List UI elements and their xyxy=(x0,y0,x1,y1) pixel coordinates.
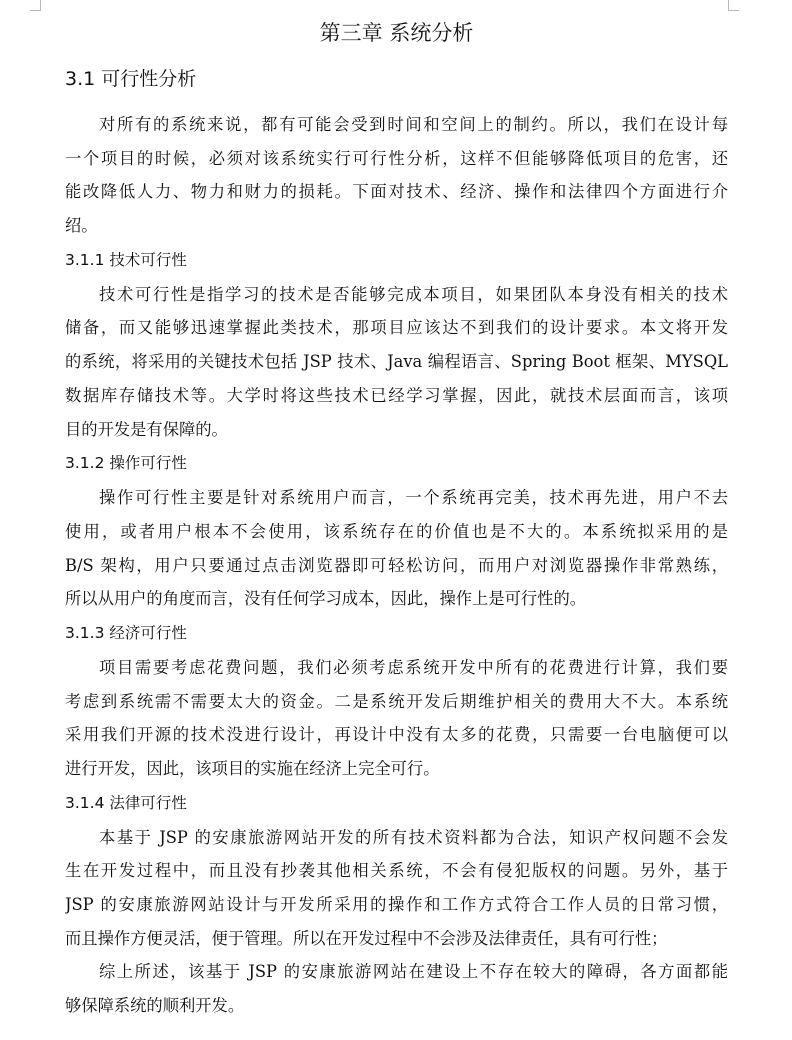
subsection xyxy=(65,616,728,786)
paragraph-line: 进行开发，因此，该项目的实施在经济上完全可行。 xyxy=(65,759,440,778)
subsection xyxy=(65,446,728,616)
paragraph-line: 储备，而又能够迅速掌握此类技术，那项目应该达不到我们的设计要求。本文将开发 xyxy=(65,318,728,338)
paragraph xyxy=(65,651,728,786)
subsection xyxy=(65,243,728,446)
paragraph-line: 能改降低人力、物力和财力的损耗。下面对技术、经济、操作和法律四个方面进行介 xyxy=(65,182,728,202)
subsection-heading: 3.1.2 操作可行性 xyxy=(65,454,187,473)
subsections xyxy=(65,243,728,1023)
paragraph-line: 生在开发过程中，而且没有抄袭其他相关系统，不会有侵犯版权的问题。另外，基于 xyxy=(65,861,728,881)
section-heading: 3.1 可行性分析 xyxy=(65,68,197,90)
page-corner-mark-right xyxy=(728,0,739,11)
document-page xyxy=(65,14,728,1023)
paragraph-line: B/S 架构，用户只要通过点击浏览器即可轻松访问，而用户对浏览器操作非常熟练， xyxy=(65,555,728,575)
chapter-title: 第三章 系统分析 xyxy=(319,21,474,45)
paragraph-line: 的系统，将采用的关键技术包括 JSP 技术、Java 编程语言、Spring Boot 框架、MYSQL xyxy=(65,352,728,372)
subsection-heading: 3.1.4 法律可行性 xyxy=(65,793,187,812)
paragraph-line: 绍。 xyxy=(65,216,98,236)
paragraph-line: 一个项目的时候，必须对该系统实行可行性分析，这样不但能够降低项目的危害，还 xyxy=(65,148,728,168)
paragraph-line: 技术可行性是指学习的技术是否能够完成本项目，如果团队本身没有相关的技术 xyxy=(99,284,728,304)
subsection xyxy=(65,786,728,1023)
subsection-heading: 3.1.1 技术可行性 xyxy=(65,250,187,269)
paragraph-line: 目的开发是有保障的。 xyxy=(65,419,228,439)
paragraph xyxy=(65,278,728,446)
paragraph-line: JSP 的安康旅游网站设计与开发所采用的操作和工作方式符合工作人员的日常习惯， xyxy=(65,895,728,915)
subsection-heading: 3.1.3 经济可行性 xyxy=(65,623,187,642)
paragraph-line: 所以从用户的角度而言，没有任何学习成本，因此，操作上是可行性的。 xyxy=(65,589,587,609)
intro-paragraph xyxy=(65,108,728,243)
paragraph-line: 对所有的系统来说，都有可能会受到时间和空间上的制约。所以，我们在设计每 xyxy=(99,115,728,134)
paragraph-line: 考虑到系统需不需要太大的资金。二是系统开发后期维护相关的费用大不大。本系统 xyxy=(65,691,728,711)
paragraph-line: 采用我们开源的技术没进行设计，再设计中没有太多的花费，只需要一台电脑便可以 xyxy=(65,725,728,745)
paragraph xyxy=(65,821,728,956)
paragraph-line: 本基于 JSP 的安康旅游网站开发的所有技术资料都为合法，知识产权问题不会发 xyxy=(99,827,728,847)
paragraph-line: 而且操作方便灵活，便于管理。所以在开发过程中不会涉及法律责任，具有可行性； xyxy=(65,928,668,948)
paragraph xyxy=(65,481,728,616)
paragraph-line: 数据库存储技术等。大学时将这些技术已经学习掌握，因此，就技术层面而言，该项 xyxy=(65,385,728,405)
paragraph-line: 使用，或者用户根本不会使用，该系统存在的价值也是不大的。本系统拟采用的是 xyxy=(65,521,728,541)
paragraph xyxy=(65,955,728,1022)
page-corner-mark-left xyxy=(30,0,41,11)
paragraph-line: 够保障系统的顺利开发。 xyxy=(65,996,245,1016)
paragraph-line: 综上所述，该基于 JSP 的安康旅游网站在建设上不存在较大的障碍，各方面都能 xyxy=(99,962,728,982)
paragraph-line: 项目需要考虑花费问题，我们必须考虑系统开发中所有的花费进行计算，我们要 xyxy=(99,657,728,677)
paragraph-line: 操作可行性主要是针对系统用户而言，一个系统再完美，技术再先进，用户不去 xyxy=(99,488,728,508)
